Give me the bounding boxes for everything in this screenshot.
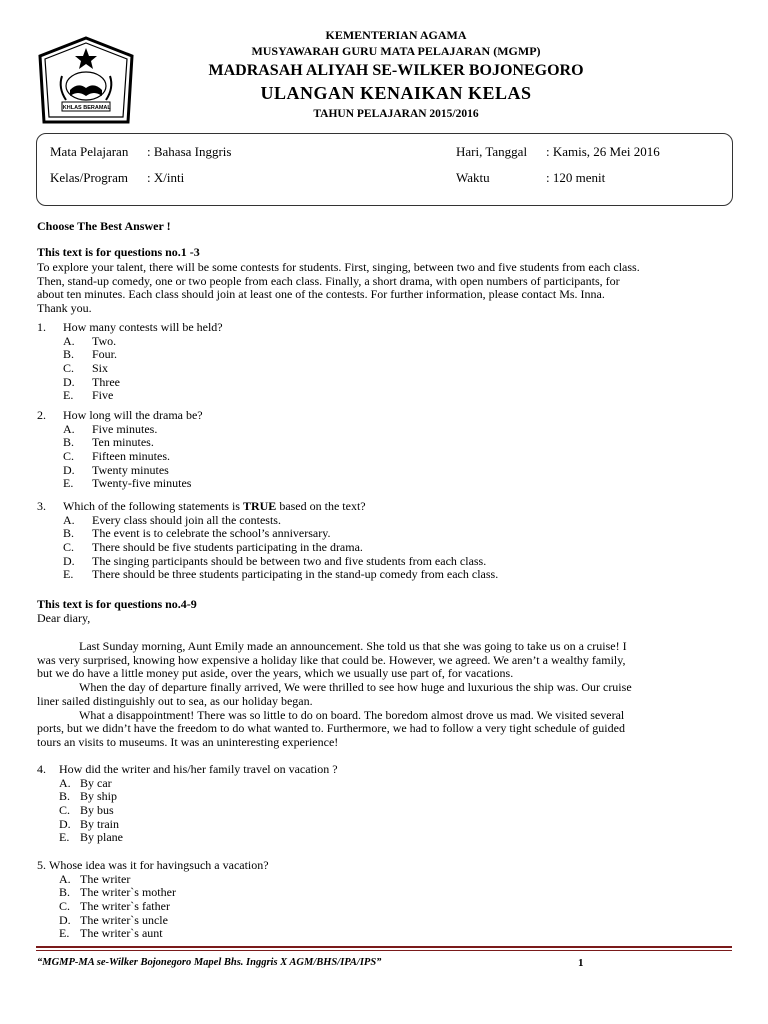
option-d[interactable]: D. The singing participants should be between two and five students from each class. — [63, 553, 487, 568]
passage-line: To explore your talent, there will be some contests for students. First, singing, between two and five students from each class. — [37, 260, 640, 274]
option-e[interactable]: E. Twenty-five minutes — [63, 476, 192, 491]
option-b[interactable]: B. The writer`s mother — [59, 885, 176, 900]
passage-line: liner sailed distinguishly out to sea, as our holiday began. — [37, 693, 313, 708]
question-number: 4. — [37, 762, 46, 776]
passage-line: Thank you. — [37, 301, 92, 316]
question-number: 5. — [37, 858, 46, 872]
question-text-end: based on the text? — [276, 499, 366, 513]
option-a[interactable]: A. By car — [59, 775, 112, 790]
option-d[interactable]: D. Three — [63, 374, 120, 389]
option-c[interactable]: C. Fifteen minutes. — [63, 449, 170, 464]
page-number: 1 — [578, 957, 584, 969]
date-value: : Kamis, 26 Mei 2016 — [546, 144, 660, 159]
passage-line: tours an visits to museums. It was an uninteresting experience! — [37, 734, 339, 749]
question-3 — [37, 500, 498, 582]
passage-line: Last Sunday morning, Aunt Emily made an announcement. She told us that she was going to take us on a cruise! I — [79, 639, 627, 653]
option-d[interactable]: D. Twenty minutes — [63, 462, 169, 477]
class-label: Kelas/Program — [50, 170, 128, 185]
option-d[interactable]: D. By train — [59, 816, 119, 831]
text2-heading: This text is for questions no.4-9 — [37, 597, 197, 611]
option-c[interactable]: C. By bus — [59, 803, 114, 818]
header-madrasah: MADRASAH ALIYAH SE-WILKER BOJONEGORO — [208, 62, 584, 79]
footer-rule-thick — [36, 946, 732, 948]
option-e[interactable]: E. Five — [63, 388, 114, 403]
question-1 — [37, 321, 223, 403]
time-value: : 120 menit — [546, 170, 606, 185]
question-5 — [37, 859, 269, 941]
option-b[interactable]: B. Four. — [63, 347, 118, 362]
option-e[interactable]: E. By plane — [59, 830, 123, 845]
option-d[interactable]: D. The writer`s uncle — [59, 912, 168, 927]
subject-value: : Bahasa Inggris — [147, 144, 232, 159]
text1-passage — [37, 261, 757, 316]
passage-line: What a disappointment! There was so little to do on board. The boredom almost drove us mad. We visited several — [79, 707, 625, 722]
option-b[interactable]: B. The event is to celebrate the school’s anniversary. — [63, 526, 331, 541]
question-emphasis: TRUE — [242, 499, 277, 513]
option-b[interactable]: B. By ship — [59, 789, 118, 804]
question-4 — [37, 763, 338, 845]
class-value: : X/inti — [147, 170, 185, 185]
question-text: Whose idea was it for havingsuch a vacation? — [49, 858, 269, 872]
question-number: 3. — [37, 499, 46, 513]
passage-line: Then, stand-up comedy, one or two people from each class. Finally, a short drama, with open numbers of participants, for — [37, 273, 620, 288]
option-a[interactable]: A. Five minutes. — [63, 421, 158, 436]
header-mgmp: MUSYAWARAH GURU MATA PELAJARAN (MGMP) — [251, 44, 541, 58]
instruction: Choose The Best Answer ! — [37, 219, 171, 233]
text1-heading: This text is for questions no.1 -3 — [37, 245, 200, 259]
question-number: 2. — [37, 408, 46, 422]
question-text: How long will the drama be? — [63, 408, 203, 422]
question-text: Which of the following statements is — [63, 499, 243, 513]
option-c[interactable]: C. The writer`s father — [59, 899, 170, 914]
option-a[interactable]: A. The writer — [59, 871, 131, 886]
passage-line: ports, but we didn’t have the freedom to do what wanted to. Furthermore, we had to follow a very tight schedule of guided — [37, 721, 625, 736]
header-exam-title: ULANGAN KENAIKAN KELAS — [260, 83, 532, 103]
question-2 — [37, 409, 203, 491]
question-text: How did the writer and his/her family travel on vacation ? — [59, 762, 338, 776]
date-label: Hari, Tanggal — [456, 144, 528, 159]
header-academic-year: TAHUN PELAJARAN 2015/2016 — [313, 108, 479, 120]
footer-text: “MGMP-MA se-Wilker Bojonegoro Mapel Bhs. Inggris X AGM/BHS/IPA/IPS” — [37, 957, 382, 968]
subject-label: Mata Pelajaran — [50, 144, 129, 159]
footer-rule-thin — [36, 950, 732, 951]
passage-line: about ten minutes. Each class should join at least one of the contests. For further information, please contact Ms. Inna. — [37, 287, 605, 302]
option-e[interactable]: E. There should be three students participating in the stand-up comedy from each class. — [63, 567, 499, 582]
svg-text:IKHLAS BERAMAL: IKHLAS BERAMAL — [61, 105, 111, 111]
passage-line: was very surprised, knowing how expensive a holiday like that could be. However, we agreed. We aren’t a wealthy family, — [37, 652, 626, 667]
option-e[interactable]: E. The writer`s aunt — [59, 926, 163, 941]
question-text: How many contests will be held? — [63, 320, 223, 334]
option-b[interactable]: B. Ten minutes. — [63, 435, 154, 450]
option-c[interactable]: C. Six — [63, 361, 109, 376]
time-label: Waktu — [456, 170, 490, 185]
option-c[interactable]: C. There should be five students participating in the drama. — [63, 540, 363, 555]
header-ministry: KEMENTERIAN AGAMA — [325, 28, 467, 42]
passage-line: but we do have a little money put aside, over the years, which we usually use part of, for vacations. — [37, 666, 514, 681]
diary-greeting: Dear diary, — [37, 611, 91, 625]
question-number: 1. — [37, 320, 46, 334]
option-a[interactable]: A. Two. — [63, 333, 117, 348]
passage-line: When the day of departure finally arrived, We were thrilled to see how huge and luxurious the ship was. Our cruise — [79, 680, 632, 695]
text2-passage — [37, 640, 757, 750]
option-a[interactable]: A. Every class should join all the contests. — [63, 512, 281, 527]
